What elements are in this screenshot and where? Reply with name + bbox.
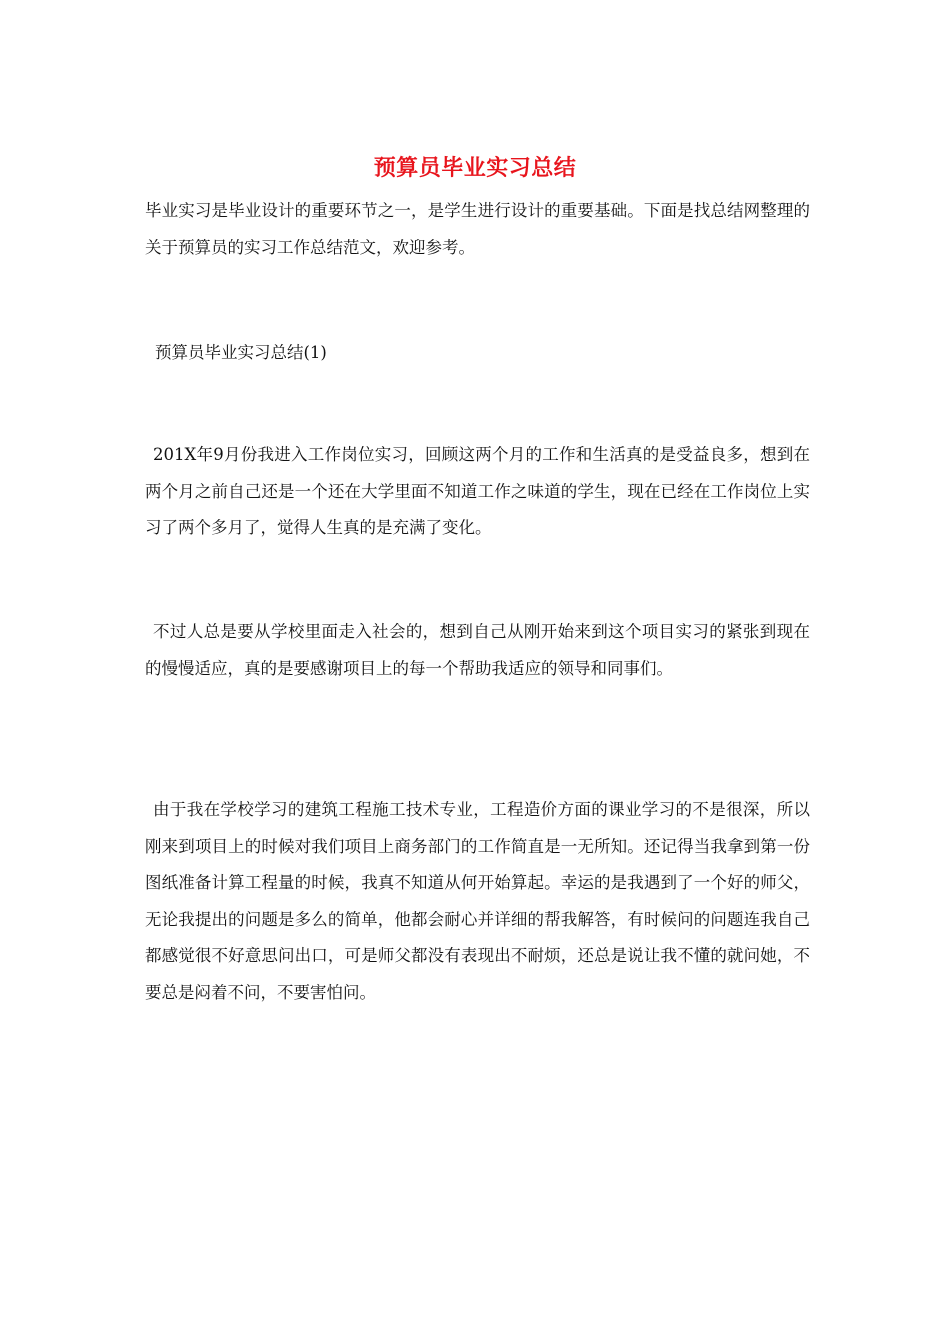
body-paragraph-1: 201X年9月份我进入工作岗位实习，回顾这两个月的工作和生活真的是受益良多，想到在两个月之前自己还是一个还在大学里面不知道工作之味道的学生，现在已经在工作岗位上实习了两个多月了，觉得人生真的是充满了变化。: [145, 445, 810, 537]
body-paragraph-3: 由于我在学校学习的建筑工程施工技术专业，工程造价方面的课业学习的不是很深，所以刚来到项目上的时候对我们项目上商务部门的工作简直是一无所知。还记得当我拿到第一份图纸准备计算工程量的时候，我真不知道从何开始算起。幸运的是我遇到了一个好的师父，无论我提出的问题是多么的简单，他都会耐心并详细的帮我解答，有时候问的问题连我自己都感觉很不好意思问出口，可是师父都没有表现出不耐烦，还总是说让我不懂的就问她，不要总是闷着不问，不要害怕问。: [145, 800, 810, 1002]
body-paragraph-2: 不过人总是要从学校里面走入社会的，想到自己从刚开始来到这个项目实习的紧张到现在的慢慢适应，真的是要感谢项目上的每一个帮助我适应的领导和同事们。: [145, 622, 810, 678]
document-title: 预算员毕业实习总结: [373, 155, 577, 181]
intro-paragraph: 毕业实习是毕业设计的重要环节之一，是学生进行设计的重要基础。下面是找总结网整理的关于预算员的实习工作总结范文，欢迎参考。: [145, 201, 810, 257]
section-heading: 预算员毕业实习总结(1): [155, 343, 327, 362]
